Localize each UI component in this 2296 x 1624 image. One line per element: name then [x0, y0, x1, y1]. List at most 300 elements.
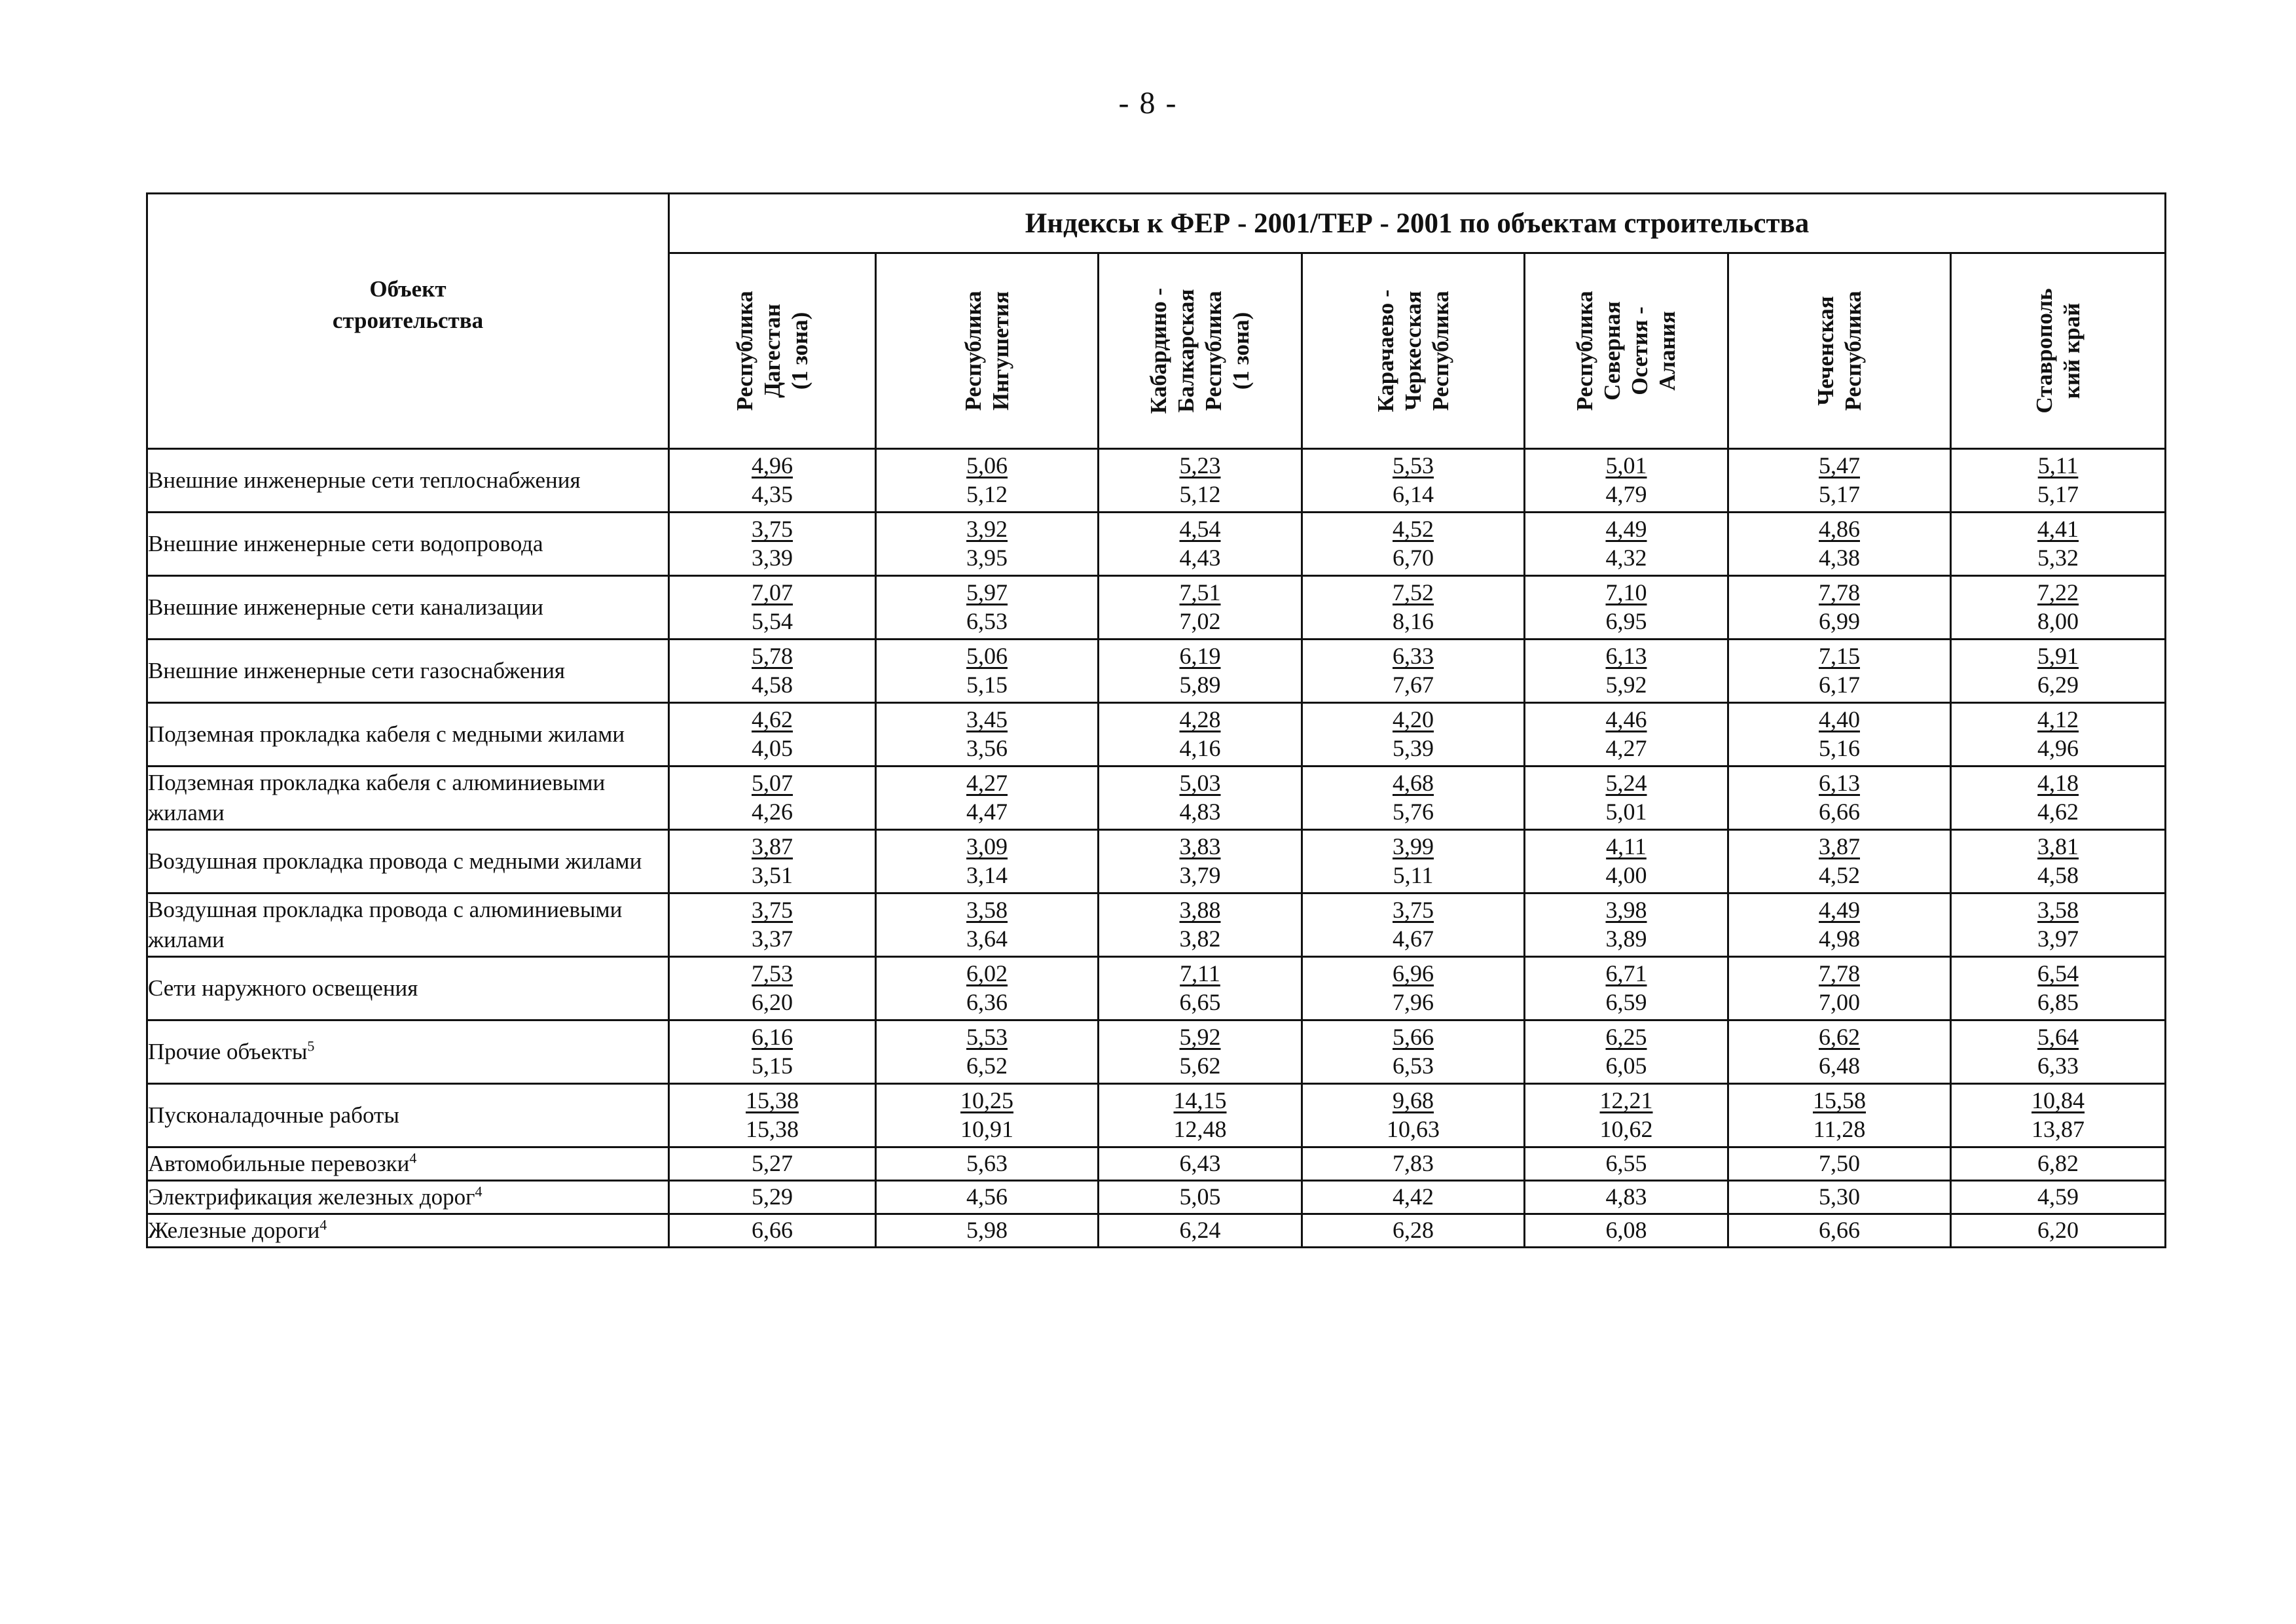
object-column-header — [147, 194, 669, 449]
index-cell — [1728, 830, 1951, 893]
index-cell — [1728, 767, 1951, 830]
index-cell — [1302, 1084, 1525, 1147]
index-cell — [1099, 449, 1302, 513]
table-row — [147, 576, 2166, 640]
fer-index-value: 7,78 — [1819, 579, 1860, 606]
object-name: Воздушная прокладка провода с медными жилами — [148, 848, 642, 874]
ter-index-value: 6,14 — [1393, 481, 1434, 507]
index-cell — [669, 513, 876, 576]
index-value: 4,83 — [1605, 1183, 1647, 1210]
fer-index-value: 7,53 — [752, 960, 793, 987]
fer-index-value: 4,62 — [752, 706, 793, 733]
fer-index-value: 4,54 — [1179, 516, 1221, 543]
index-cell — [1728, 1214, 1951, 1248]
fer-index-value: 6,19 — [1179, 643, 1221, 670]
ter-index-value: 4,43 — [1179, 545, 1221, 571]
ter-index-value: 15,38 — [746, 1116, 799, 1142]
region-header-text: Республика Ингушетия — [960, 291, 1013, 411]
index-cell — [669, 1020, 876, 1084]
ter-index-value: 12,48 — [1173, 1116, 1227, 1142]
index-cell — [1099, 576, 1302, 640]
index-cell — [1951, 1084, 2166, 1147]
object-name: Подземная прокладка кабеля с алюминиевыми жилами — [148, 769, 606, 825]
ter-index-value: 4,58 — [2037, 862, 2079, 888]
fer-index-value: 4,41 — [2037, 516, 2079, 543]
ter-index-value: 5,62 — [1179, 1053, 1221, 1079]
table-row — [147, 1084, 2166, 1147]
index-cell — [1099, 1214, 1302, 1248]
fer-index-value: 15,58 — [1813, 1087, 1866, 1114]
index-cell — [1525, 576, 1728, 640]
object-name-cell — [147, 1020, 669, 1084]
index-cell — [1302, 1214, 1525, 1248]
index-cell — [876, 957, 1099, 1020]
ter-index-value: 5,32 — [2037, 545, 2079, 571]
object-name: Железные дороги — [148, 1217, 320, 1243]
object-name-cell — [147, 957, 669, 1020]
fer-index-value: 3,99 — [1393, 833, 1434, 860]
fer-index-value: 15,38 — [746, 1087, 799, 1114]
fer-index-value: 5,64 — [2037, 1024, 2079, 1051]
index-value: 7,50 — [1819, 1150, 1860, 1177]
index-value: 5,63 — [966, 1150, 1008, 1177]
object-name-cell — [147, 767, 669, 830]
index-cell — [1728, 1020, 1951, 1084]
index-cell — [1099, 1084, 1302, 1147]
index-cell — [669, 640, 876, 703]
fer-index-value: 4,27 — [966, 770, 1008, 797]
index-cell — [1728, 576, 1951, 640]
footnote-mark: 5 — [307, 1038, 315, 1055]
ter-index-value: 6,85 — [2037, 989, 2079, 1015]
index-cell — [1525, 893, 1728, 957]
index-cell — [1525, 513, 1728, 576]
index-cell — [1099, 893, 1302, 957]
index-cell — [1525, 1214, 1728, 1248]
region-header-text: Кабардино - Балкарская Республика (1 зона) — [1146, 287, 1254, 414]
ter-index-value: 3,97 — [2037, 926, 2079, 952]
index-cell — [1302, 1020, 1525, 1084]
ter-index-value: 6,53 — [1393, 1053, 1434, 1079]
object-name-cell — [147, 1147, 669, 1181]
ter-index-value: 3,14 — [966, 862, 1008, 888]
ter-index-value: 6,65 — [1179, 989, 1221, 1015]
fer-index-value: 5,06 — [966, 643, 1008, 670]
fer-index-value: 6,33 — [1393, 643, 1434, 670]
ter-index-value: 5,54 — [752, 608, 793, 634]
index-cell — [1951, 893, 2166, 957]
ter-index-value: 4,35 — [752, 481, 793, 507]
index-cell — [669, 767, 876, 830]
table-row — [147, 1181, 2166, 1214]
object-name-cell — [147, 1084, 669, 1147]
ter-index-value: 4,47 — [966, 799, 1008, 825]
ter-index-value: 4,67 — [1393, 926, 1434, 952]
object-name: Внешние инженерные сети водопровода — [148, 530, 543, 556]
object-name: Подземная прокладка кабеля с медными жилами — [148, 721, 625, 747]
ter-index-value: 6,20 — [752, 989, 793, 1015]
ter-index-value: 3,56 — [966, 735, 1008, 761]
ter-index-value: 5,89 — [1179, 672, 1221, 698]
index-cell — [669, 449, 876, 513]
fer-index-value: 5,01 — [1605, 452, 1647, 479]
fer-index-value: 7,07 — [752, 579, 793, 606]
index-cell — [1302, 703, 1525, 767]
object-name-cell — [147, 576, 669, 640]
table-row — [147, 1020, 2166, 1084]
index-value: 6,82 — [2037, 1150, 2079, 1177]
region-header-text: Ставрополь кий край — [2031, 288, 2085, 414]
object-name-cell — [147, 703, 669, 767]
table-row — [147, 513, 2166, 576]
index-cell — [1951, 1020, 2166, 1084]
index-cell — [1728, 513, 1951, 576]
fer-index-value: 6,71 — [1605, 960, 1647, 987]
index-cell — [1099, 1181, 1302, 1214]
region-header-text: Республика Северная Осетия - Алания — [1572, 291, 1680, 411]
ter-index-value: 3,82 — [1179, 926, 1221, 952]
fer-index-value: 7,52 — [1393, 579, 1434, 606]
ter-index-value: 5,11 — [1393, 862, 1434, 888]
index-cell — [876, 703, 1099, 767]
fer-index-value: 6,54 — [2037, 960, 2079, 987]
ter-index-value: 6,52 — [966, 1053, 1008, 1079]
fer-index-value: 4,49 — [1819, 897, 1860, 924]
ter-index-value: 11,28 — [1813, 1116, 1866, 1142]
index-cell — [1951, 513, 2166, 576]
index-cell — [876, 893, 1099, 957]
ter-index-value: 8,00 — [2037, 608, 2079, 634]
fer-index-value: 3,83 — [1179, 833, 1221, 860]
index-cell — [1099, 767, 1302, 830]
fer-index-value: 3,88 — [1179, 897, 1221, 924]
index-value: 5,27 — [752, 1150, 793, 1177]
object-name: Пусконаладочные работы — [148, 1102, 399, 1128]
object-name-cell — [147, 893, 669, 957]
index-cell — [1302, 1147, 1525, 1181]
fer-index-value: 6,13 — [1819, 770, 1860, 797]
ter-index-value: 3,79 — [1179, 862, 1221, 888]
index-cell — [669, 1181, 876, 1214]
fer-index-value: 3,92 — [966, 516, 1008, 543]
ter-index-value: 7,02 — [1179, 608, 1221, 634]
table-row — [147, 957, 2166, 1020]
fer-index-value: 4,46 — [1605, 706, 1647, 733]
object-name: Прочие объекты — [148, 1038, 308, 1064]
index-cell — [1099, 830, 1302, 893]
index-cell — [1951, 957, 2166, 1020]
index-value: 6,24 — [1179, 1217, 1221, 1244]
index-cell — [876, 640, 1099, 703]
fer-index-value: 4,68 — [1393, 770, 1434, 797]
fer-index-value: 6,96 — [1393, 960, 1434, 987]
ter-index-value: 5,12 — [966, 481, 1008, 507]
fer-index-value: 4,20 — [1393, 706, 1434, 733]
index-cell — [669, 830, 876, 893]
ter-index-value: 4,83 — [1179, 799, 1221, 825]
index-cell — [1728, 640, 1951, 703]
index-cell — [876, 1214, 1099, 1248]
index-cell — [1525, 830, 1728, 893]
ter-index-value: 4,52 — [1819, 862, 1860, 888]
ter-index-value: 4,26 — [752, 799, 793, 825]
ter-index-value: 4,96 — [2037, 735, 2079, 761]
index-cell — [1525, 1147, 1728, 1181]
fer-index-value: 6,16 — [752, 1024, 793, 1051]
index-cell — [669, 703, 876, 767]
fer-index-value: 3,45 — [966, 706, 1008, 733]
ter-index-value: 3,51 — [752, 862, 793, 888]
index-cell — [669, 1147, 876, 1181]
object-name-cell — [147, 640, 669, 703]
index-cell — [1728, 1084, 1951, 1147]
object-name: Воздушная прокладка провода с алюминиевыми жилами — [148, 896, 623, 952]
fer-index-value: 5,91 — [2037, 643, 2079, 670]
ter-index-value: 6,05 — [1605, 1053, 1647, 1079]
ter-index-value: 4,62 — [2037, 799, 2079, 825]
ter-index-value: 3,89 — [1605, 926, 1647, 952]
fer-index-value: 5,11 — [2037, 452, 2079, 479]
region-header-text: Республика Дагестан (1 зона) — [731, 291, 812, 411]
ter-index-value: 8,16 — [1393, 608, 1434, 634]
fer-index-value: 4,11 — [1606, 833, 1647, 860]
object-header-text: Объект строительства — [332, 276, 484, 333]
ter-index-value: 7,00 — [1819, 989, 1860, 1015]
table-row — [147, 1147, 2166, 1181]
object-name: Внешние инженерные сети газоснабжения — [148, 657, 566, 683]
ter-index-value: 6,53 — [966, 608, 1008, 634]
fer-index-value: 5,53 — [1393, 452, 1434, 479]
fer-index-value: 3,75 — [1393, 897, 1434, 924]
table-row — [147, 449, 2166, 513]
index-value: 6,08 — [1605, 1217, 1647, 1244]
footnote-mark: 4 — [475, 1183, 483, 1200]
fer-index-value: 6,25 — [1605, 1024, 1647, 1051]
object-name-cell — [147, 1181, 669, 1214]
ter-index-value: 5,76 — [1393, 799, 1434, 825]
index-cell — [1302, 893, 1525, 957]
fer-index-value: 9,68 — [1393, 1087, 1434, 1114]
index-cell — [1099, 640, 1302, 703]
fer-index-value: 10,25 — [960, 1087, 1013, 1114]
object-name-cell — [147, 1214, 669, 1248]
ter-index-value: 6,66 — [1819, 799, 1860, 825]
fer-index-value: 14,15 — [1173, 1087, 1227, 1114]
index-cell — [1302, 513, 1525, 576]
index-cell — [669, 576, 876, 640]
fer-index-value: 5,78 — [752, 643, 793, 670]
index-cell — [1099, 1147, 1302, 1181]
fer-index-value: 3,87 — [752, 833, 793, 860]
index-value: 5,05 — [1179, 1183, 1221, 1210]
fer-index-value: 7,10 — [1605, 579, 1647, 606]
index-cell — [1951, 449, 2166, 513]
index-cell — [1525, 1181, 1728, 1214]
table-row — [147, 893, 2166, 957]
ter-index-value: 5,15 — [966, 672, 1008, 698]
index-cell — [669, 1214, 876, 1248]
fer-index-value: 7,78 — [1819, 960, 1860, 987]
index-cell — [1302, 640, 1525, 703]
index-cell — [1728, 1147, 1951, 1181]
region-header-text: Карачаево - Черкесская Республика — [1372, 289, 1453, 412]
ter-index-value: 13,87 — [2032, 1116, 2085, 1142]
ter-index-value: 6,29 — [2037, 672, 2079, 698]
ter-index-value: 5,15 — [752, 1053, 793, 1079]
region-header — [1728, 253, 1951, 449]
ter-index-value: 4,00 — [1605, 862, 1647, 888]
index-cell — [876, 830, 1099, 893]
ter-index-value: 4,27 — [1605, 735, 1647, 761]
ter-index-value: 5,17 — [1819, 481, 1860, 507]
index-cell — [1302, 449, 1525, 513]
region-header — [1099, 253, 1302, 449]
construction-index-table — [146, 192, 2166, 1248]
fer-index-value: 5,24 — [1605, 770, 1647, 797]
index-cell — [876, 767, 1099, 830]
footnote-mark: 4 — [319, 1216, 327, 1233]
index-cell — [1951, 830, 2166, 893]
index-cell — [1951, 1181, 2166, 1214]
indices-header: Индексы к ФЕР - 2001/ТЕР - 2001 по объектам строительства — [669, 194, 2166, 253]
ter-index-value: 4,38 — [1819, 545, 1860, 571]
index-cell — [1525, 449, 1728, 513]
object-name: Сети наружного освещения — [148, 975, 418, 1001]
fer-index-value: 6,62 — [1819, 1024, 1860, 1051]
fer-index-value: 3,81 — [2037, 833, 2079, 860]
fer-index-value: 5,97 — [966, 579, 1008, 606]
index-cell — [1302, 767, 1525, 830]
index-cell — [1728, 957, 1951, 1020]
ter-index-value: 3,39 — [752, 545, 793, 571]
table-row — [147, 830, 2166, 893]
index-cell — [1302, 957, 1525, 1020]
index-cell — [1525, 1020, 1728, 1084]
index-cell — [876, 449, 1099, 513]
fer-index-value: 3,58 — [966, 897, 1008, 924]
ter-index-value: 5,01 — [1605, 799, 1647, 825]
index-value: 6,43 — [1179, 1150, 1221, 1177]
object-name-cell — [147, 449, 669, 513]
index-value: 4,59 — [2037, 1183, 2079, 1210]
index-value: 6,66 — [1819, 1217, 1860, 1244]
fer-index-value: 4,18 — [2037, 770, 2079, 797]
index-value: 6,20 — [2037, 1217, 2079, 1244]
fer-index-value: 3,09 — [966, 833, 1008, 860]
ter-index-value: 5,39 — [1393, 735, 1434, 761]
fer-index-value: 5,03 — [1179, 770, 1221, 797]
index-cell — [1302, 576, 1525, 640]
ter-index-value: 10,63 — [1387, 1116, 1440, 1142]
ter-index-value: 6,48 — [1819, 1053, 1860, 1079]
fer-index-value: 12,21 — [1599, 1087, 1653, 1114]
table-row — [147, 703, 2166, 767]
ter-index-value: 3,95 — [966, 545, 1008, 571]
ter-index-value: 6,95 — [1605, 608, 1647, 634]
index-cell — [1728, 1181, 1951, 1214]
ter-index-value: 4,32 — [1605, 545, 1647, 571]
index-cell — [1728, 893, 1951, 957]
index-cell — [1525, 957, 1728, 1020]
index-cell — [1099, 513, 1302, 576]
ter-index-value: 5,17 — [2037, 481, 2079, 507]
object-name-cell — [147, 513, 669, 576]
fer-index-value: 7,11 — [1180, 960, 1220, 987]
index-cell — [1099, 703, 1302, 767]
index-cell — [1951, 576, 2166, 640]
index-cell — [1302, 1181, 1525, 1214]
index-cell — [1951, 640, 2166, 703]
ter-index-value: 3,37 — [752, 926, 793, 952]
index-value: 5,98 — [966, 1217, 1008, 1244]
object-name: Автомобильные перевозки — [148, 1150, 410, 1176]
fer-index-value: 3,87 — [1819, 833, 1860, 860]
index-cell — [876, 1084, 1099, 1147]
index-cell — [1951, 1214, 2166, 1248]
object-name: Электрификация железных дорог — [148, 1183, 475, 1210]
table-row — [147, 640, 2166, 703]
fer-index-value: 7,15 — [1819, 643, 1860, 670]
ter-index-value: 7,96 — [1393, 989, 1434, 1015]
ter-index-value: 10,91 — [960, 1116, 1013, 1142]
ter-index-value: 3,64 — [966, 926, 1008, 952]
index-cell — [1951, 703, 2166, 767]
fer-index-value: 4,40 — [1819, 706, 1860, 733]
fer-index-value: 4,49 — [1605, 516, 1647, 543]
fer-index-value: 4,86 — [1819, 516, 1860, 543]
fer-index-value: 7,22 — [2037, 579, 2079, 606]
fer-index-value: 4,12 — [2037, 706, 2079, 733]
fer-index-value: 5,53 — [966, 1024, 1008, 1051]
region-header — [669, 253, 876, 449]
page-number: - 8 - — [1118, 86, 1178, 120]
index-cell — [1099, 1020, 1302, 1084]
ter-index-value: 7,67 — [1393, 672, 1434, 698]
ter-index-value: 6,59 — [1605, 989, 1647, 1015]
ter-index-value: 6,33 — [2037, 1053, 2079, 1079]
index-cell — [1951, 767, 2166, 830]
ter-index-value: 5,12 — [1179, 481, 1221, 507]
table-body — [147, 449, 2166, 1248]
footnote-mark: 4 — [409, 1149, 417, 1166]
fer-index-value: 5,23 — [1179, 452, 1221, 479]
index-cell — [876, 513, 1099, 576]
index-value: 6,28 — [1393, 1217, 1434, 1244]
index-value: 4,56 — [966, 1183, 1008, 1210]
fer-index-value: 5,92 — [1179, 1024, 1221, 1051]
index-cell — [1728, 449, 1951, 513]
ter-index-value: 5,92 — [1605, 672, 1647, 698]
region-header — [1951, 253, 2166, 449]
table-row — [147, 767, 2166, 830]
index-value: 6,55 — [1605, 1150, 1647, 1177]
object-name: Внешние инженерные сети канализации — [148, 594, 543, 620]
ter-index-value: 4,79 — [1605, 481, 1647, 507]
fer-index-value: 3,98 — [1605, 897, 1647, 924]
index-cell — [1525, 1084, 1728, 1147]
index-cell — [1951, 1147, 2166, 1181]
ter-index-value: 10,62 — [1599, 1116, 1653, 1142]
ter-index-value: 4,98 — [1819, 926, 1860, 952]
region-header — [1525, 253, 1728, 449]
index-value: 7,83 — [1393, 1150, 1434, 1177]
ter-index-value: 4,05 — [752, 735, 793, 761]
ter-index-value: 6,70 — [1393, 545, 1434, 571]
index-cell — [876, 1181, 1099, 1214]
fer-index-value: 10,84 — [2032, 1087, 2085, 1114]
object-name: Внешние инженерные сети теплоснабжения — [148, 467, 581, 493]
fer-index-value: 4,96 — [752, 452, 793, 479]
